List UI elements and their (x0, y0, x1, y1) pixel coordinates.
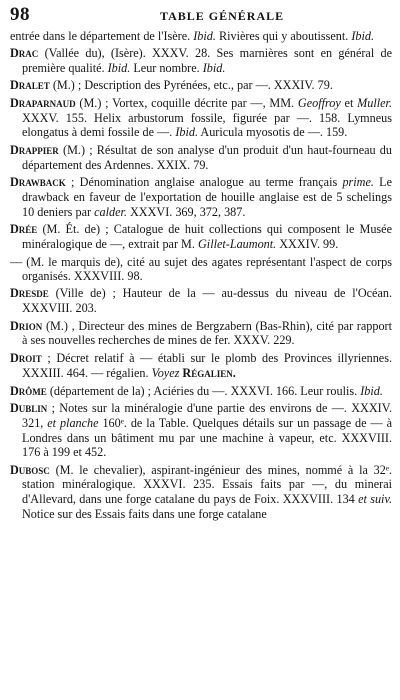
entry-text: (M.) , Directeur des mines de Bergzabern (Bas-Rhin), cité par rapport à ses nouvelles recherches de mines de fer. XXXV. 229. (22, 318, 392, 348)
entry-text: (M. le chevalier), aspirant-ingénieur des mines, nommé à la 32ᵉ. station minéralogique. XXXVI. 235. Essais faits par —, du minerai d'Allevard, dans une forge catalane du pays de Foix. XXXVIII. 134 (22, 462, 392, 507)
index-entry (10, 96, 392, 140)
entry-text: ; Notes sur la minéralogie d'une partie des environs de —. XXXIV. 321, (22, 401, 392, 430)
index-entry (10, 175, 392, 219)
entry-text: Régalien. (182, 365, 236, 380)
index-entry (10, 286, 392, 315)
entry-text: (M.) ; Description des Pyrénées, etc., par —. XXXIV. 79. (49, 78, 333, 93)
index-entry (10, 319, 392, 348)
entry-italic-text: et suiv. (358, 492, 392, 507)
index-entry (10, 29, 392, 44)
entry-italic-text: Muller. (357, 96, 392, 111)
entry-italic-text: Ibid. (107, 60, 131, 75)
entry-text: 160ᵉ. de la Table. Quelques détails sur un passage de — à Londres dans un bâtiment mu par une machine à vapeur, etc. XXXVIII. 176 à 199 et 452. (22, 415, 392, 460)
entry-italic-text: et planche (47, 415, 99, 430)
entry-italic-text: Ibid. (175, 125, 199, 140)
entry-italic-text: calder. (94, 204, 127, 219)
entry-italic-text: Geoffroy (297, 96, 341, 111)
entry-headword: Drappier (10, 143, 59, 158)
entry-text: (M. Ét. de) ; Catalogue de huit collections qui composent le Musée minéralogique de —, extrait par M. (22, 222, 392, 252)
entry-text: Auricula myosotis de —. 159. (198, 125, 348, 140)
entry-text: Rivières qui y aboutissent. (215, 29, 352, 43)
entry-text: (département de la) ; Aciéries du —. XXXVI. 166. Leur roulis. (46, 383, 361, 398)
page-number: 98 (10, 4, 30, 25)
index-entry (10, 463, 392, 521)
entry-headword: Drôme (10, 383, 47, 398)
entry-headword: Draparnaud (10, 96, 76, 111)
index-entry (10, 351, 392, 380)
entry-text: Le drawback en faveur de l'exportation de houille anglaise est de 5 schelings 10 deniers par (22, 175, 392, 219)
entry-headword: Droit (10, 351, 42, 366)
running-title: TABLE GÉNÉRALE (160, 9, 285, 23)
entry-italic-text: Ibid. (202, 60, 226, 75)
entry-text: XXXIV. 99. (276, 237, 339, 252)
entry-headword: Drawback (10, 175, 66, 190)
entry-italic-text: Voyez (151, 365, 180, 380)
index-entry (10, 401, 392, 459)
entry-text: et (340, 96, 358, 111)
entry-text: XXXV. 155. Helix arbustorum fossile, figurée par —. 158. Lymneus elongatus à demi fossile de —. (22, 110, 392, 140)
index-entry (10, 222, 392, 251)
entry-headword: Dresde (10, 286, 49, 301)
entry-headword: Drac (10, 45, 39, 60)
entry-text: ; Décret relatif à — établi sur le plomb des Provinces illyriennes. XXXIII. 464. — régalien. (22, 351, 392, 380)
index-entry (10, 384, 392, 399)
entry-text: Notice sur des Essais faits dans une forge catalane (22, 506, 267, 521)
index-entry (10, 78, 392, 93)
entry-text: XXXVI. 369, 372, 387. (126, 204, 246, 219)
entry-text: — (M. le marquis de), cité au sujet des agates représentant l'aspect de corps organisés. XXXVIII. 98. (10, 254, 392, 284)
entry-italic-text: prime. (342, 175, 374, 190)
document-page (10, 4, 392, 524)
entry-text: (Ville de) ; Hauteur de la — au-dessus du niveau de l'Océan. XXXVIII. 203. (22, 286, 392, 315)
entry-italic-text: Ibid. (351, 29, 375, 43)
entry-headword: Dublin (10, 401, 48, 416)
entry-text: (M.) ; Vortex, coquille décrite par —, MM. (75, 96, 298, 111)
entry-text: (M.) ; Résultat de son analyse d'un produit d'un haut-fourneau du département des Ardennes. XXIX. 79. (22, 143, 392, 172)
entry-headword: Drée (10, 222, 38, 237)
entry-italic-text: Ibid. (193, 29, 216, 43)
index-entry (10, 46, 392, 75)
entry-headword: Dralet (10, 78, 50, 93)
entry-text: (Vallée du), (Isère). XXXV. 28. Ses marnières sont en général de première qualité. (22, 45, 392, 75)
entry-italic-text: Gillet-Laumont. (198, 237, 277, 252)
page-header (10, 4, 392, 29)
entry-text: ; Dénomination anglaise analogue au terme français (65, 175, 343, 190)
entry-headword: Dubosc (10, 462, 50, 477)
entry-italic-text: Ibid. (360, 383, 383, 398)
entry-text: entrée dans le département de l'Isère. (10, 29, 194, 43)
entry-headword: Drion (10, 318, 43, 333)
index-entry (10, 255, 392, 284)
index-entries (10, 29, 392, 521)
index-entry (10, 143, 392, 172)
entry-text: Leur nombre. (130, 60, 203, 75)
